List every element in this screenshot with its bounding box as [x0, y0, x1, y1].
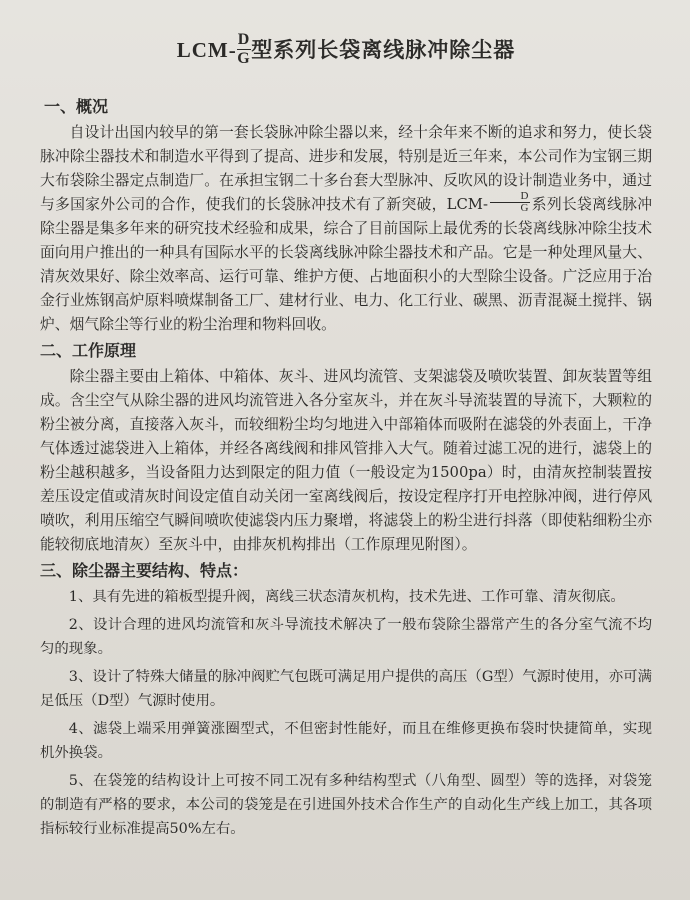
section-heading-overview: 一、概况 [44, 97, 109, 116]
overview-text-part1: 自设计出国内较早的第一套长袋脉冲除尘器以来，经十余年来不断的追求和努力，使长袋脉冲除尘器技术和制造水平得到了提高、进步和发展，特别是近三年来，本公司作为宝钢三期大布袋除尘器定点制造厂。在承担宝钢二十多台套大型脉冲、反吹风的设计制造业务中，通过与多国家外公司的合作，使我们的长袋脉冲技术有了新突破，LCM- [40, 124, 652, 213]
feature-item-5: 5、在袋笼的结构设计上可按不同工况有多种结构型式（八角型、圆型）等的选择，对袋笼的制造有严格的要求，本公司的袋笼是在引进国外技术合作生产的自动化生产线上加工，其各项指标较行业标准提高50%左右。 [40, 773, 652, 837]
title-model-fraction [237, 32, 252, 67]
title-fraction-bottom: G [237, 50, 251, 67]
overview-text-part2: 系列长袋离线脉冲除尘器是集多年来的研究技术经验和成果，综合了目前国际上最优秀的长袋离线脉冲除尘技术面向用户推出的一种具有国际水平的长袋离线脉冲除尘器技术和产品。它是一种处理风量大、清灰效果好、除尘效率高、运行可靠、维护方便、占地面积小的大型除尘设备。广泛应用于冶金行业炼钢高炉原料喷煤制备工厂、建材行业、电力、化工行业、碳黑、沥青混凝土搅拌、锅炉、烟气除尘等行业的粉尘治理和物料回收。 [40, 196, 652, 333]
feature-item-1: 1、具有先进的箱板型提升阀，离线三状态清灰机构，技术先进、工作可靠、清灰彻底。 [68, 589, 625, 605]
feature-item-4: 4、滤袋上端采用弹簧涨圈型式，不但密封性能好，而且在维修更换布袋时快捷简单，实现机外换袋。 [40, 721, 652, 761]
section-heading-working-principle: 二、工作原理 [40, 341, 137, 360]
title-model-prefix: LCM- [176, 38, 237, 62]
overview-paragraph [40, 121, 652, 337]
section-heading-structure-features: 三、除尘器主要结构、特点： [40, 561, 249, 580]
overview-model-fraction [490, 191, 530, 214]
overview-fraction-bottom: G [520, 201, 529, 214]
title-fraction-top: D [237, 31, 251, 48]
document-title [40, 31, 652, 69]
feature-item-3: 3、设计了特殊大储量的脉冲阀贮气包既可满足用户提供的高压（G型）气源时使用，亦可满足低压（D型）气源时使用。 [40, 669, 652, 709]
title-text: 型系列长袋离线脉冲除尘器 [251, 37, 516, 62]
overview-fraction-top: D [490, 191, 530, 203]
working-principle-paragraph: 除尘器主要由上箱体、中箱体、灰斗、进风均流管、支架滤袋及喷吹装置、卸灰装置等组成。含尘空气从除尘器的进风均流管进入各分室灰斗，并在灰斗导流装置的导流下，大颗粒的粉尘被分离，直接落入灰斗，而较细粉尘均匀地进入中部箱体而吸附在滤袋的外表面上，干净气体透过滤袋进入上箱体，并经各离线阀和排风管排入大气。随着过滤工况的进行，滤袋上的粉尘越积越多，当设备阻力达到限定的阻力值（一般设定为1500pa）时，由清灰控制装置按差压设定值或清灰时间设定值自动关闭一室离线阀后，按设定程序打开电控脉冲阀，进行停风喷吹，利用压缩空气瞬间喷吹使滤袋内压力聚增，将滤袋上的粉尘进行抖落（即使粘细粉尘亦能较彻底地清灰）至灰斗中，由排灰机构排出（工作原理见附图）。 [40, 368, 652, 553]
feature-item-2: 2、设计合理的进风均流管和灰斗导流技术解决了一般布袋除尘器常产生的各分室气流不均匀的现象。 [40, 617, 652, 657]
